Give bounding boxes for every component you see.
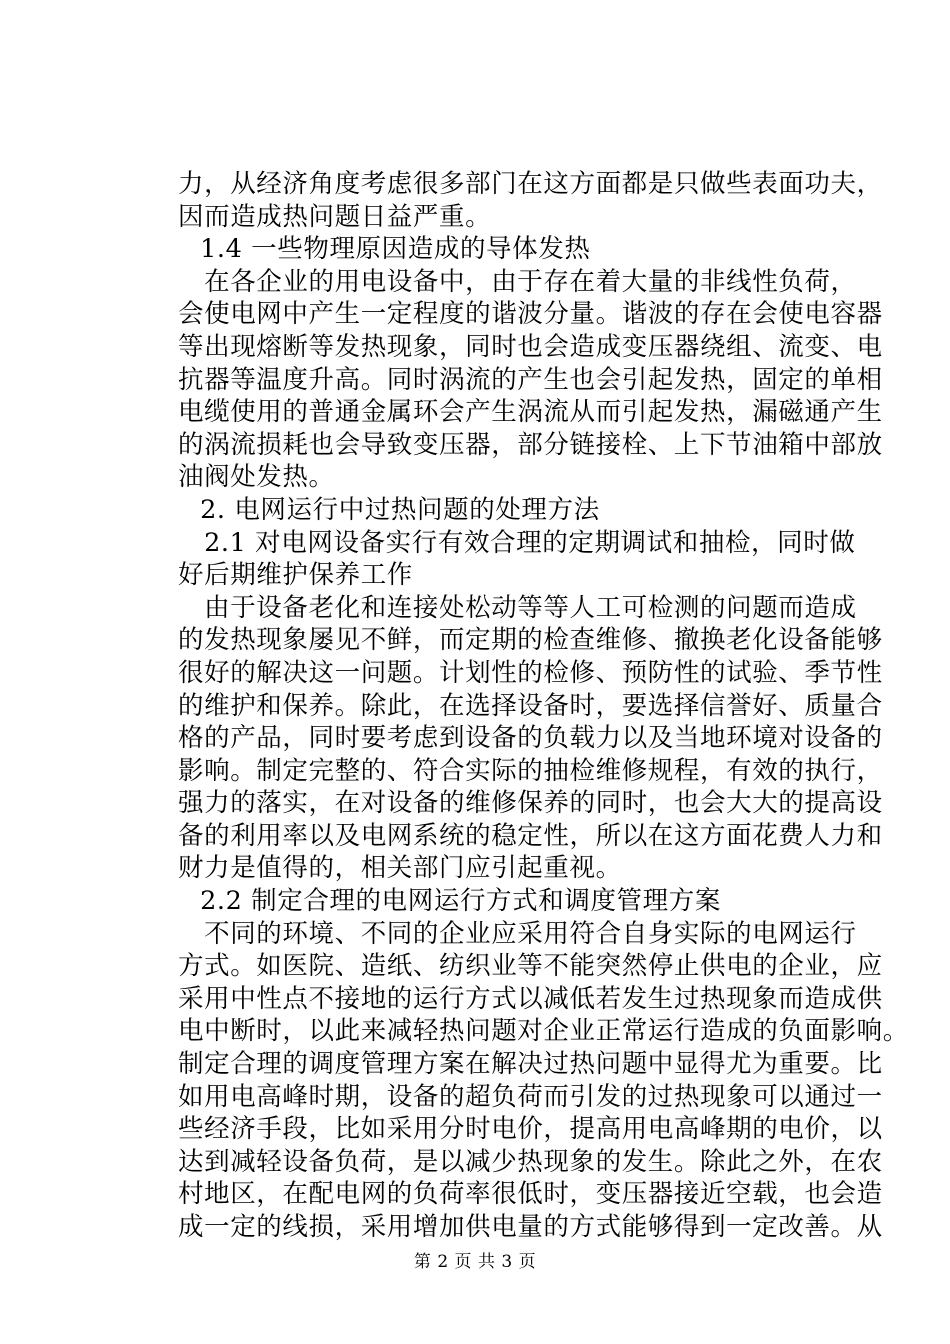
text-line: 不同的环境、不同的企业应采用符合自身实际的电网运行 [178,918,857,949]
text-line: 的发热现象屡见不鲜，而定期的检查维修、撤换老化设备能够 [178,625,883,656]
text-line: 等出现熔断等发热现象，同时也会造成变压器绕组、流变、电 [178,331,883,362]
text-line: 油阀处发热。 [178,462,335,493]
text-line: 在各企业的用电设备中，由于存在着大量的非线性负荷， [178,266,857,297]
section-heading: 好后期维护保养工作 [178,560,413,591]
text-line: 村地区，在配电网的负荷率很低时，变压器接近空载，也会造 [178,1179,883,1210]
text-line: 的涡流损耗也会导致变压器，部分链接栓、上下节油箱中部放 [178,429,883,460]
text-line: 影响。制定完整的、符合实际的抽检维修规程，有效的执行， [178,755,883,786]
text-line: 会使电网中产生一定程度的谐波分量。谐波的存在会使电容器 [178,299,883,330]
section-heading: 2. 电网运行中过热问题的处理方法 [174,494,600,525]
text-line: 的维护和保养。除此，在选择设备时，要选择信誉好、质量合 [178,690,883,721]
text-line: 达到减轻设备负荷，是以减少热现象的发生。除此之外，在农 [178,1146,883,1177]
text-line: 抗器等温度升高。同时涡流的产生也会引起发热，固定的单相 [178,364,883,395]
section-heading: 2.1 对电网设备实行有效合理的定期调试和抽检，同时做 [178,527,856,558]
text-line: 采用中性点不接地的运行方式以减低若发生过热现象而造成供 [178,983,883,1014]
text-line: 电中断时，以此来减轻热问题对企业正常运行造成的负面影响。 [178,1016,909,1047]
text-line: 备的利用率以及电网系统的稳定性，所以在这方面花费人力和 [178,820,883,851]
text-line: 强力的落实，在对设备的维修保养的同时，也会大大的提高设 [178,788,883,819]
text-line: 如用电高峰时期，设备的超负荷而引发的过热现象可以通过一 [178,1081,883,1112]
section-heading: 1.4 一些物理原因造成的导体发热 [174,234,591,265]
body-text [174,168,909,1244]
text-line: 财力是值得的，相关部门应引起重视。 [178,853,622,884]
text-line: 些经济手段，比如采用分时电价，提高用电高峰期的电价，以 [178,1114,883,1145]
text-line: 由于设备老化和连接处松动等等人工可检测的问题而造成 [178,592,857,623]
text-line: 因而造成热问题日益严重。 [178,201,492,232]
text-line: 电缆使用的普通金属环会产生涡流从而引起发热，漏磁通产生 [178,397,883,428]
text-line: 力，从经济角度考虑很多部门在这方面都是只做些表面功夫， [178,169,883,199]
text-line: 成一定的线损，采用增加供电量的方式能够得到一定改善。从 [178,1212,883,1242]
text-line: 方式。如医院、造纸、纺织业等不能突然停止供电的企业，应 [178,951,883,982]
text-line: 很好的解决这一问题。计划性的检修、预防性的试验、季节性 [178,657,883,688]
page-number: 第 2 页 共 3 页 [413,1252,537,1272]
text-line: 制定合理的调度管理方案在解决过热问题中显得尤为重要。比 [178,1049,883,1080]
text-line: 格的产品，同时要考虑到设备的负载力以及当地环境对设备的 [178,723,883,754]
section-heading: 2.2 制定合理的电网运行方式和调度管理方案 [174,886,721,917]
page-footer [0,1247,950,1272]
